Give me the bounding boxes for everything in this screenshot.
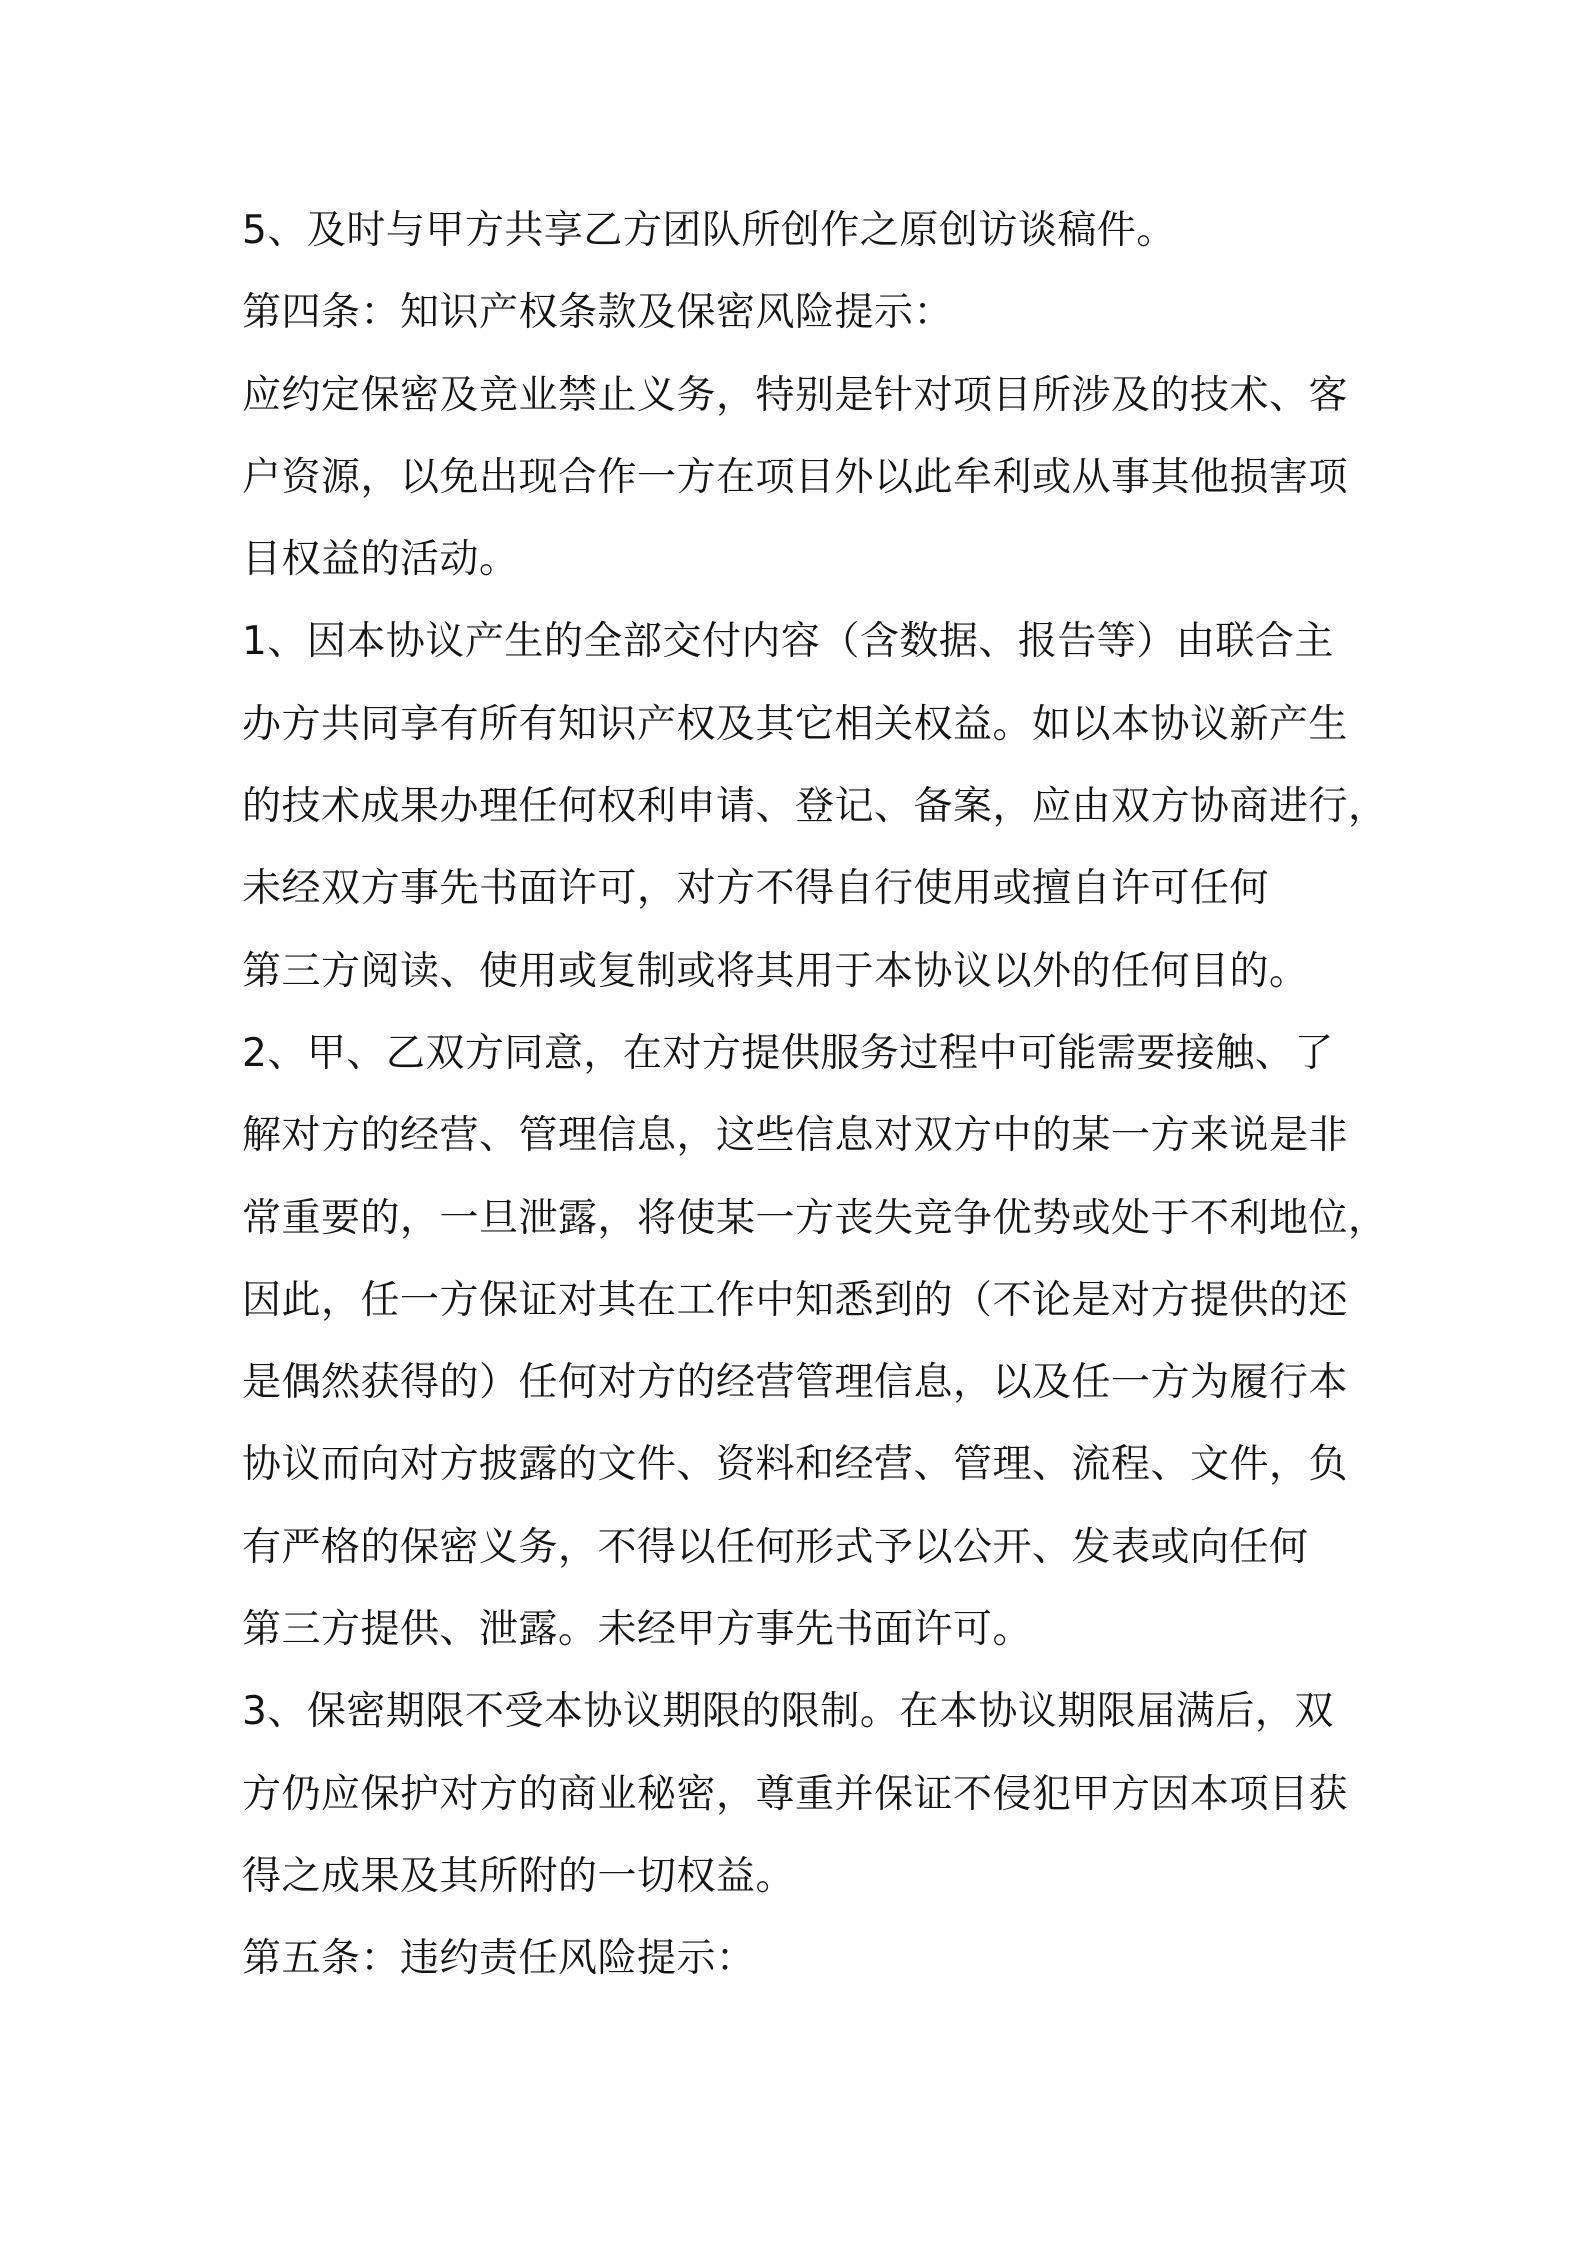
paragraph-line: 方仍应保护对方的商业秘密，尊重并保证不侵犯甲方因本项目获 [242,1771,1349,1817]
document-body [242,190,1388,2001]
paragraph-line: 办方共同享有所有知识产权及其它相关权益。如以本协议新产生 [242,701,1349,747]
paragraph-line: 是偶然获得的）任何对方的经营管理信息，以及任一方为履行本 [242,1360,1349,1406]
clause-3-line: 3、保密期限不受本协议期限的限制。在本协议期限届满后，双 [242,1689,1334,1735]
paragraph-line: 解对方的经营、管理信息，这些信息对双方中的某一方来说是非 [242,1113,1349,1159]
paragraph-line: 第三方阅读、使用或复制或将其用于本协议以外的任何目的。 [242,948,1309,994]
paragraph-line: 协议而向对方披露的文件、资料和经营、管理、流程、文件，负 [242,1442,1349,1488]
paragraph-line: 第三方提供、泄露。未经甲方事先书面许可。 [242,1607,1033,1653]
paragraph-line: 应约定保密及竞业禁止义务，特别是针对项目所涉及的技术、客 [242,372,1349,418]
clause-1-line: 1、因本协议产生的全部交付内容（含数据、报告等）由联合主 [242,619,1334,665]
clause-2-line: 2、甲、乙双方同意，在对方提供服务过程中可能需要接触、了 [242,1030,1334,1076]
paragraph-line: 未经双方事先书面许可，对方不得自行使用或擅自许可任何 [242,866,1270,912]
article-5-heading: 第五条：违约责任风险提示： [242,1936,756,1982]
paragraph-line: 目权益的活动。 [242,537,519,583]
paragraph-line: 因此，任一方保证对其在工作中知悉到的（不论是对方提供的还 [242,1277,1349,1323]
paragraph-line: 的技术成果办理任何权利申请、登记、备案，应由双方协商进行， [242,784,1388,830]
paragraph-line: 有严格的保密义务，不得以任何形式予以公开、发表或向任何 [242,1524,1309,1570]
paragraph-line: 得之成果及其所附的一切权益。 [242,1853,796,1899]
paragraph-line: 户资源，以免出现合作一方在项目外以此牟利或从事其他损害项 [242,454,1349,500]
clause-5-line: 5、及时与甲方共享乙方团队所创作之原创访谈稿件。 [242,208,1176,253]
paragraph-line: 常重要的，一旦泄露，将使某一方丧失竞争优势或处于不利地位， [242,1195,1388,1241]
article-4-heading: 第四条：知识产权条款及保密风险提示： [242,290,954,336]
